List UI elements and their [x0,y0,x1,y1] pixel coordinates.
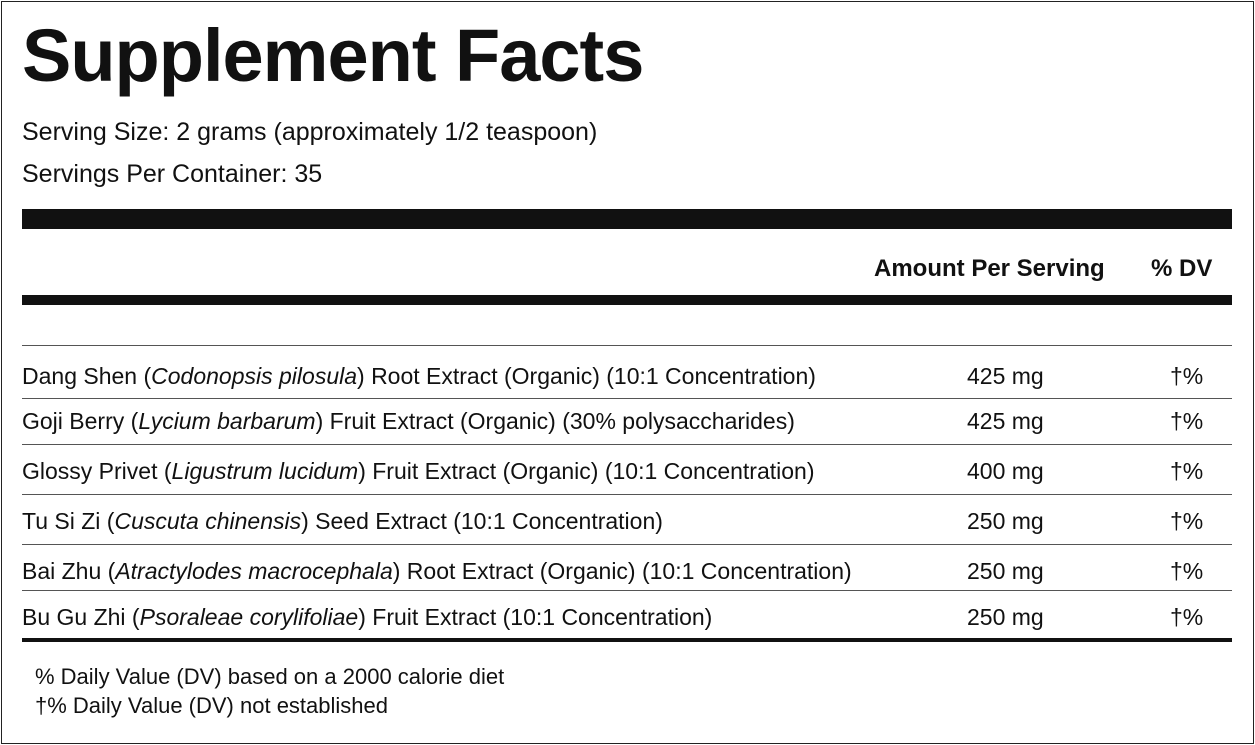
row-divider [22,398,1232,399]
ingredient-name: Bu Gu Zhi (Psoraleae corylifoliae) Fruit Extract (10:1 Concentration) [22,604,713,630]
ingredient-name: Tu Si Zi (Cuscuta chinensis) Seed Extract (10:1 Concentration) [22,508,663,534]
ingredient-name: Bai Zhu (Atractylodes macrocephala) Root Extract (Organic) (10:1 Concentration) [22,558,852,584]
row-divider [22,590,1232,591]
amount-per-serving-header: Amount Per Serving [874,255,1105,282]
ingredient-amount: 250 mg [967,558,1044,584]
latin-name: Codonopsis pilosula [151,363,358,389]
ingredient-amount: 400 mg [967,458,1044,484]
latin-name: Cuscuta chinensis [114,508,302,534]
row-divider [22,444,1232,445]
footnote-not-established: †% Daily Value (DV) not established [35,693,388,718]
ingredient-amount: 250 mg [967,604,1044,630]
ingredient-amount: 425 mg [967,363,1044,389]
ingredient-name: Glossy Privet (Ligustrum lucidum) Fruit Extract (Organic) (10:1 Concentration) [22,458,815,484]
panel-title: Supplement Facts [22,14,644,97]
footnote-daily-value: % Daily Value (DV) based on a 2000 calorie diet [35,664,505,689]
row-divider [22,494,1232,495]
ingredient-dv: †% [1170,408,1204,434]
ingredient-name: Dang Shen (Codonopsis pilosula) Root Extract (Organic) (10:1 Concentration) [22,363,816,389]
ingredient-amount: 425 mg [967,408,1044,434]
latin-name: Atractylodes macrocephala [115,558,393,584]
latin-name: Psoraleae corylifoliae [139,604,359,630]
row-divider [22,345,1232,346]
ingredient-dv: †% [1170,604,1204,630]
ingredient-dv: †% [1170,363,1204,389]
ingredient-dv: †% [1170,508,1204,534]
latin-name: Ligustrum lucidum [171,458,359,484]
servings-per-container: Servings Per Container: 35 [22,160,323,188]
latin-name: Lycium barbarum [138,408,316,434]
row-divider [22,544,1232,545]
ingredient-name: Goji Berry (Lycium barbarum) Fruit Extract (Organic) (30% polysaccharides) [22,408,795,434]
ingredient-amount: 250 mg [967,508,1044,534]
header-divider [22,295,1232,305]
thick-divider [22,209,1232,229]
ingredient-dv: †% [1170,558,1204,584]
serving-size: Serving Size: 2 grams (approximately 1/2 teaspoon) [22,118,598,146]
ingredient-dv: †% [1170,458,1204,484]
bottom-divider [22,638,1232,642]
dv-header: % DV [1151,255,1213,282]
